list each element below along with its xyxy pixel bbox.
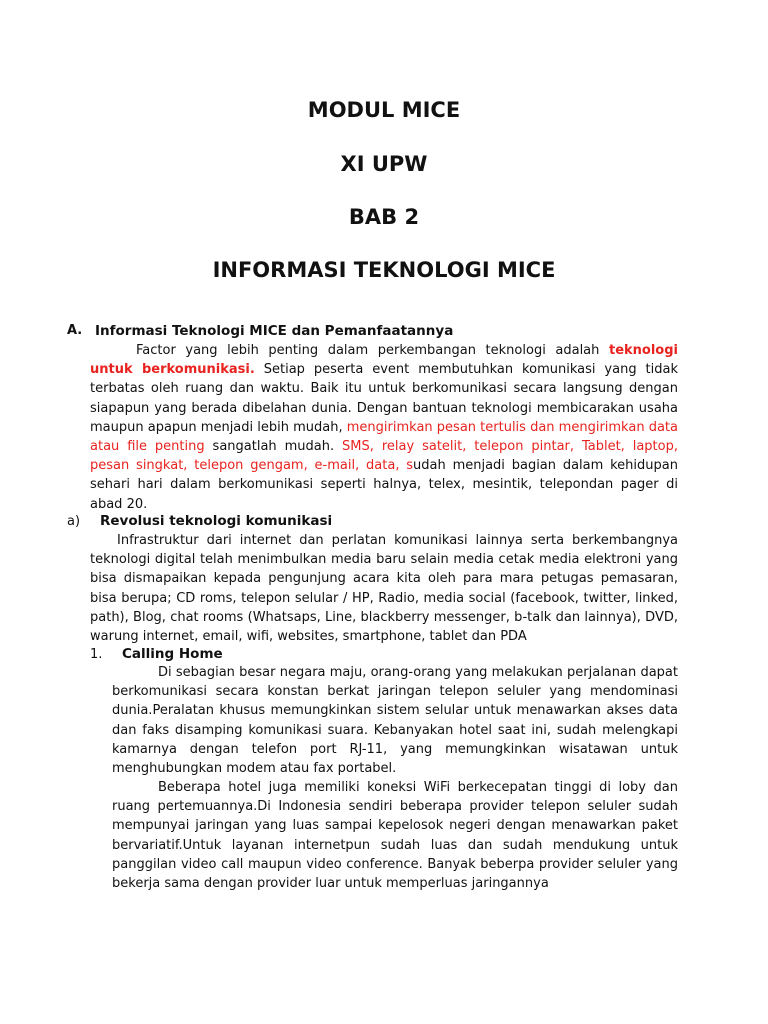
class-title: XI UPW (340, 152, 428, 176)
section-a-marker: A. (67, 323, 83, 338)
chapter-title: BAB 2 (348, 205, 420, 229)
highlight-text: mengirimkan pesan tertulis dan mengirimkan data atau file penting (90, 419, 678, 455)
chapter-subtitle: INFORMASI TEKNOLOGI MICE (212, 258, 556, 282)
item-1-paragraph-2: Beberapa hotel juga memiliki koneksi WiFi berkecepatan tinggi di loby dan ruang pertemuannya.Di Indonesia sendiri beberapa provider telepon seluler sudah mempunyai jaringan yang luas sampai kepelosok negeri dengan menawarkan paket bervariatif.Untuk layanan internetpun sudah luas dan sudah mendukung untuk panggilan video call maupun video conference. Banyak beberpa provider seluler yang bekerja sama dengan provider luar untuk memperluas jaringannya (112, 780, 678, 892)
item-1-marker: 1. (90, 647, 103, 662)
subsection-paragraph: Infrastruktur dari internet dan perlatan komunikasi lainnya serta berkembangnya teknologi digital telah menimbulkan media baru selain media cetak media elektroni yang bisa dismapaikan kepada pengunjung acara kita oleh para mara petugas pemasaran, bisa berupa; CD roms, telepon selular / HP, Radio, media social (facebook, twitter, linked, path), Blog, chat rooms (Whatsaps, Line, blackberry messenger, b-talk dan lainnya), DVD, warung internet, email, wifi, websites, smartphone, tablet dan PDA (90, 533, 678, 645)
para-text: Setiap peserta event membutuhkan komunikasi yang tidak terbatas oleh ruang dan waktu. Baik itu untuk berkomunikasi secara langsung dengan siapapun yang berada dibelahan dunia. Dengan bantuan teknologi membicarakan usaha maupun apapun menjadi lebih mudah, (90, 362, 678, 435)
subsection-marker: a) (67, 514, 81, 529)
item-1-heading: Calling Home (122, 646, 223, 662)
section-a-heading: Informasi Teknologi MICE dan Pemanfaatannya (95, 323, 454, 339)
item-1-paragraph-1: Di sebagian besar negara maju, orang-orang yang melakukan perjalanan dapat berkomunikasi secara konstan berkat jaringan telepon seluler yang mendominasi dunia.Peralatan khusus memungkinkan sistem selular untuk menawarkan akses data dan faks disamping komunikasi suara. Kebanyakan hotel saat ini, sudah melengkapi kamarnya dengan telefon port RJ-11, yang memungkinkan wisatawan untuk menghubungkan modem atau fax portabel. (112, 665, 678, 777)
highlight-text: SMS, relay satelit, telepon pintar, Tablet, laptop, pesan singkat, telepon gengam, e-mail, data, s (90, 439, 678, 474)
section-a-paragraph (90, 341, 678, 514)
para-text: Factor yang lebih penting dalam perkembangan teknologi adalah (136, 343, 609, 358)
highlight-text: teknologi untuk berkomunikasi. (90, 343, 678, 378)
module-title: MODUL MICE (307, 98, 461, 122)
para-text: udah menjadi bagian dalam kehidupan sehari hari dalam berkomunikasi seperti halnya, telex, mesintik, telepondan pager di abad 20. (90, 458, 678, 512)
subsection-heading: Revolusi teknologi komunikasi (100, 513, 333, 529)
para-text: sangatlah mudah. (204, 439, 343, 455)
